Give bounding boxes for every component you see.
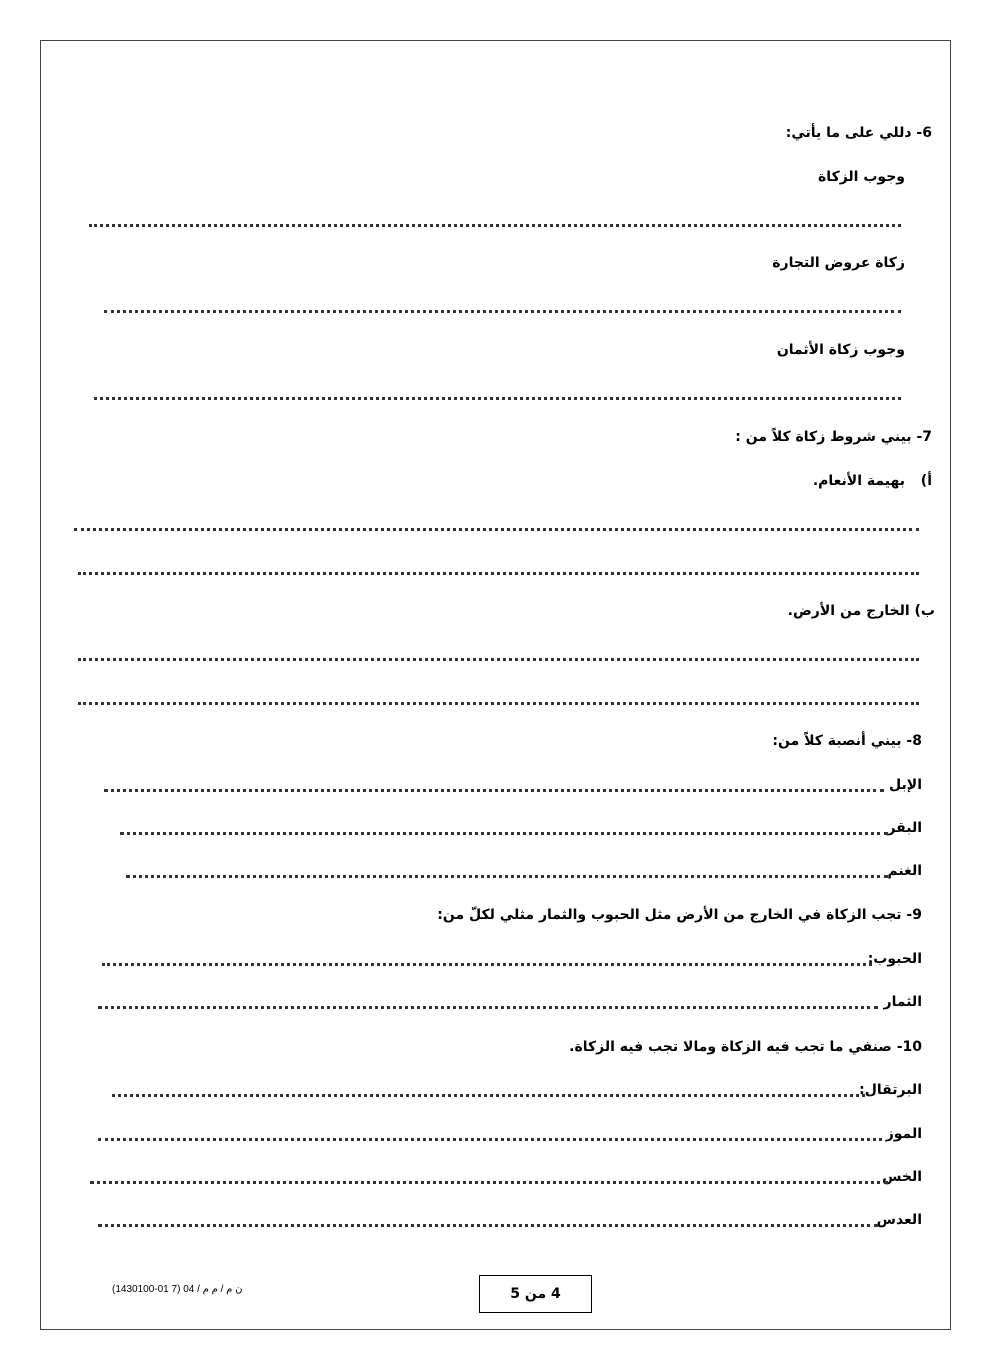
answer-line[interactable] <box>78 702 919 705</box>
q6-item-1: وجوب الزكاة <box>818 169 905 185</box>
answer-line[interactable] <box>104 310 901 313</box>
page-number-box <box>479 1275 592 1313</box>
answer-line[interactable] <box>112 1094 865 1097</box>
q7-b-text: ب) الخارج من الأرض. <box>787 603 935 619</box>
answer-line[interactable] <box>120 832 888 835</box>
page-number: 4 من 5 <box>510 1286 561 1302</box>
q9-item-1: الحبوب: <box>867 951 922 967</box>
answer-line[interactable] <box>98 1224 878 1227</box>
answer-line[interactable] <box>78 658 919 661</box>
q7-a-marker: أ) <box>920 473 932 489</box>
answer-line[interactable] <box>90 1181 888 1184</box>
answer-line[interactable] <box>102 963 872 966</box>
document-code: ن م / م م / 04 (7 01-1430100) <box>112 1284 243 1295</box>
answer-line[interactable] <box>78 572 919 575</box>
answer-line[interactable] <box>104 789 884 792</box>
q7-title: 7- بيني شروط زكاة كلاً من : <box>735 429 932 445</box>
q6-item-3: وجوب زكاة الأثمان <box>776 342 905 358</box>
answer-line[interactable] <box>126 875 888 878</box>
page-border <box>40 40 951 1330</box>
answer-line[interactable] <box>98 1138 882 1141</box>
q10-item-4: العدس <box>876 1212 922 1228</box>
q9-title: 9- تجب الزكاة في الخارج من الأرض مثل الحبوب والثمار مثلي لكلّ من: <box>437 907 922 923</box>
q8-title: 8- بيني أنصبة كلاً من: <box>772 733 922 749</box>
q9-item-2: الثمار <box>883 994 922 1010</box>
q10-item-2: الموز <box>885 1126 922 1142</box>
q10-item-1: البرتقال: <box>859 1082 922 1098</box>
q10-item-3: الخس <box>882 1169 922 1185</box>
q8-item-1: الإبل <box>889 777 922 793</box>
q6-title: 6- دللي على ما يأتي: <box>785 125 932 141</box>
q8-item-3: الغنم <box>887 863 922 879</box>
q7-a-text: بهيمة الأنعام. <box>812 473 905 489</box>
q6-item-2: زكاة عروض التجارة <box>772 255 905 271</box>
answer-line[interactable] <box>89 224 901 227</box>
answer-line[interactable] <box>94 397 901 400</box>
answer-line[interactable] <box>98 1006 878 1009</box>
answer-line[interactable] <box>74 528 919 531</box>
q10-title: 10- صنفي ما تجب فيه الزكاة ومالا تجب فيه الزكاة. <box>569 1039 922 1055</box>
q8-item-2: البقر <box>887 820 922 836</box>
